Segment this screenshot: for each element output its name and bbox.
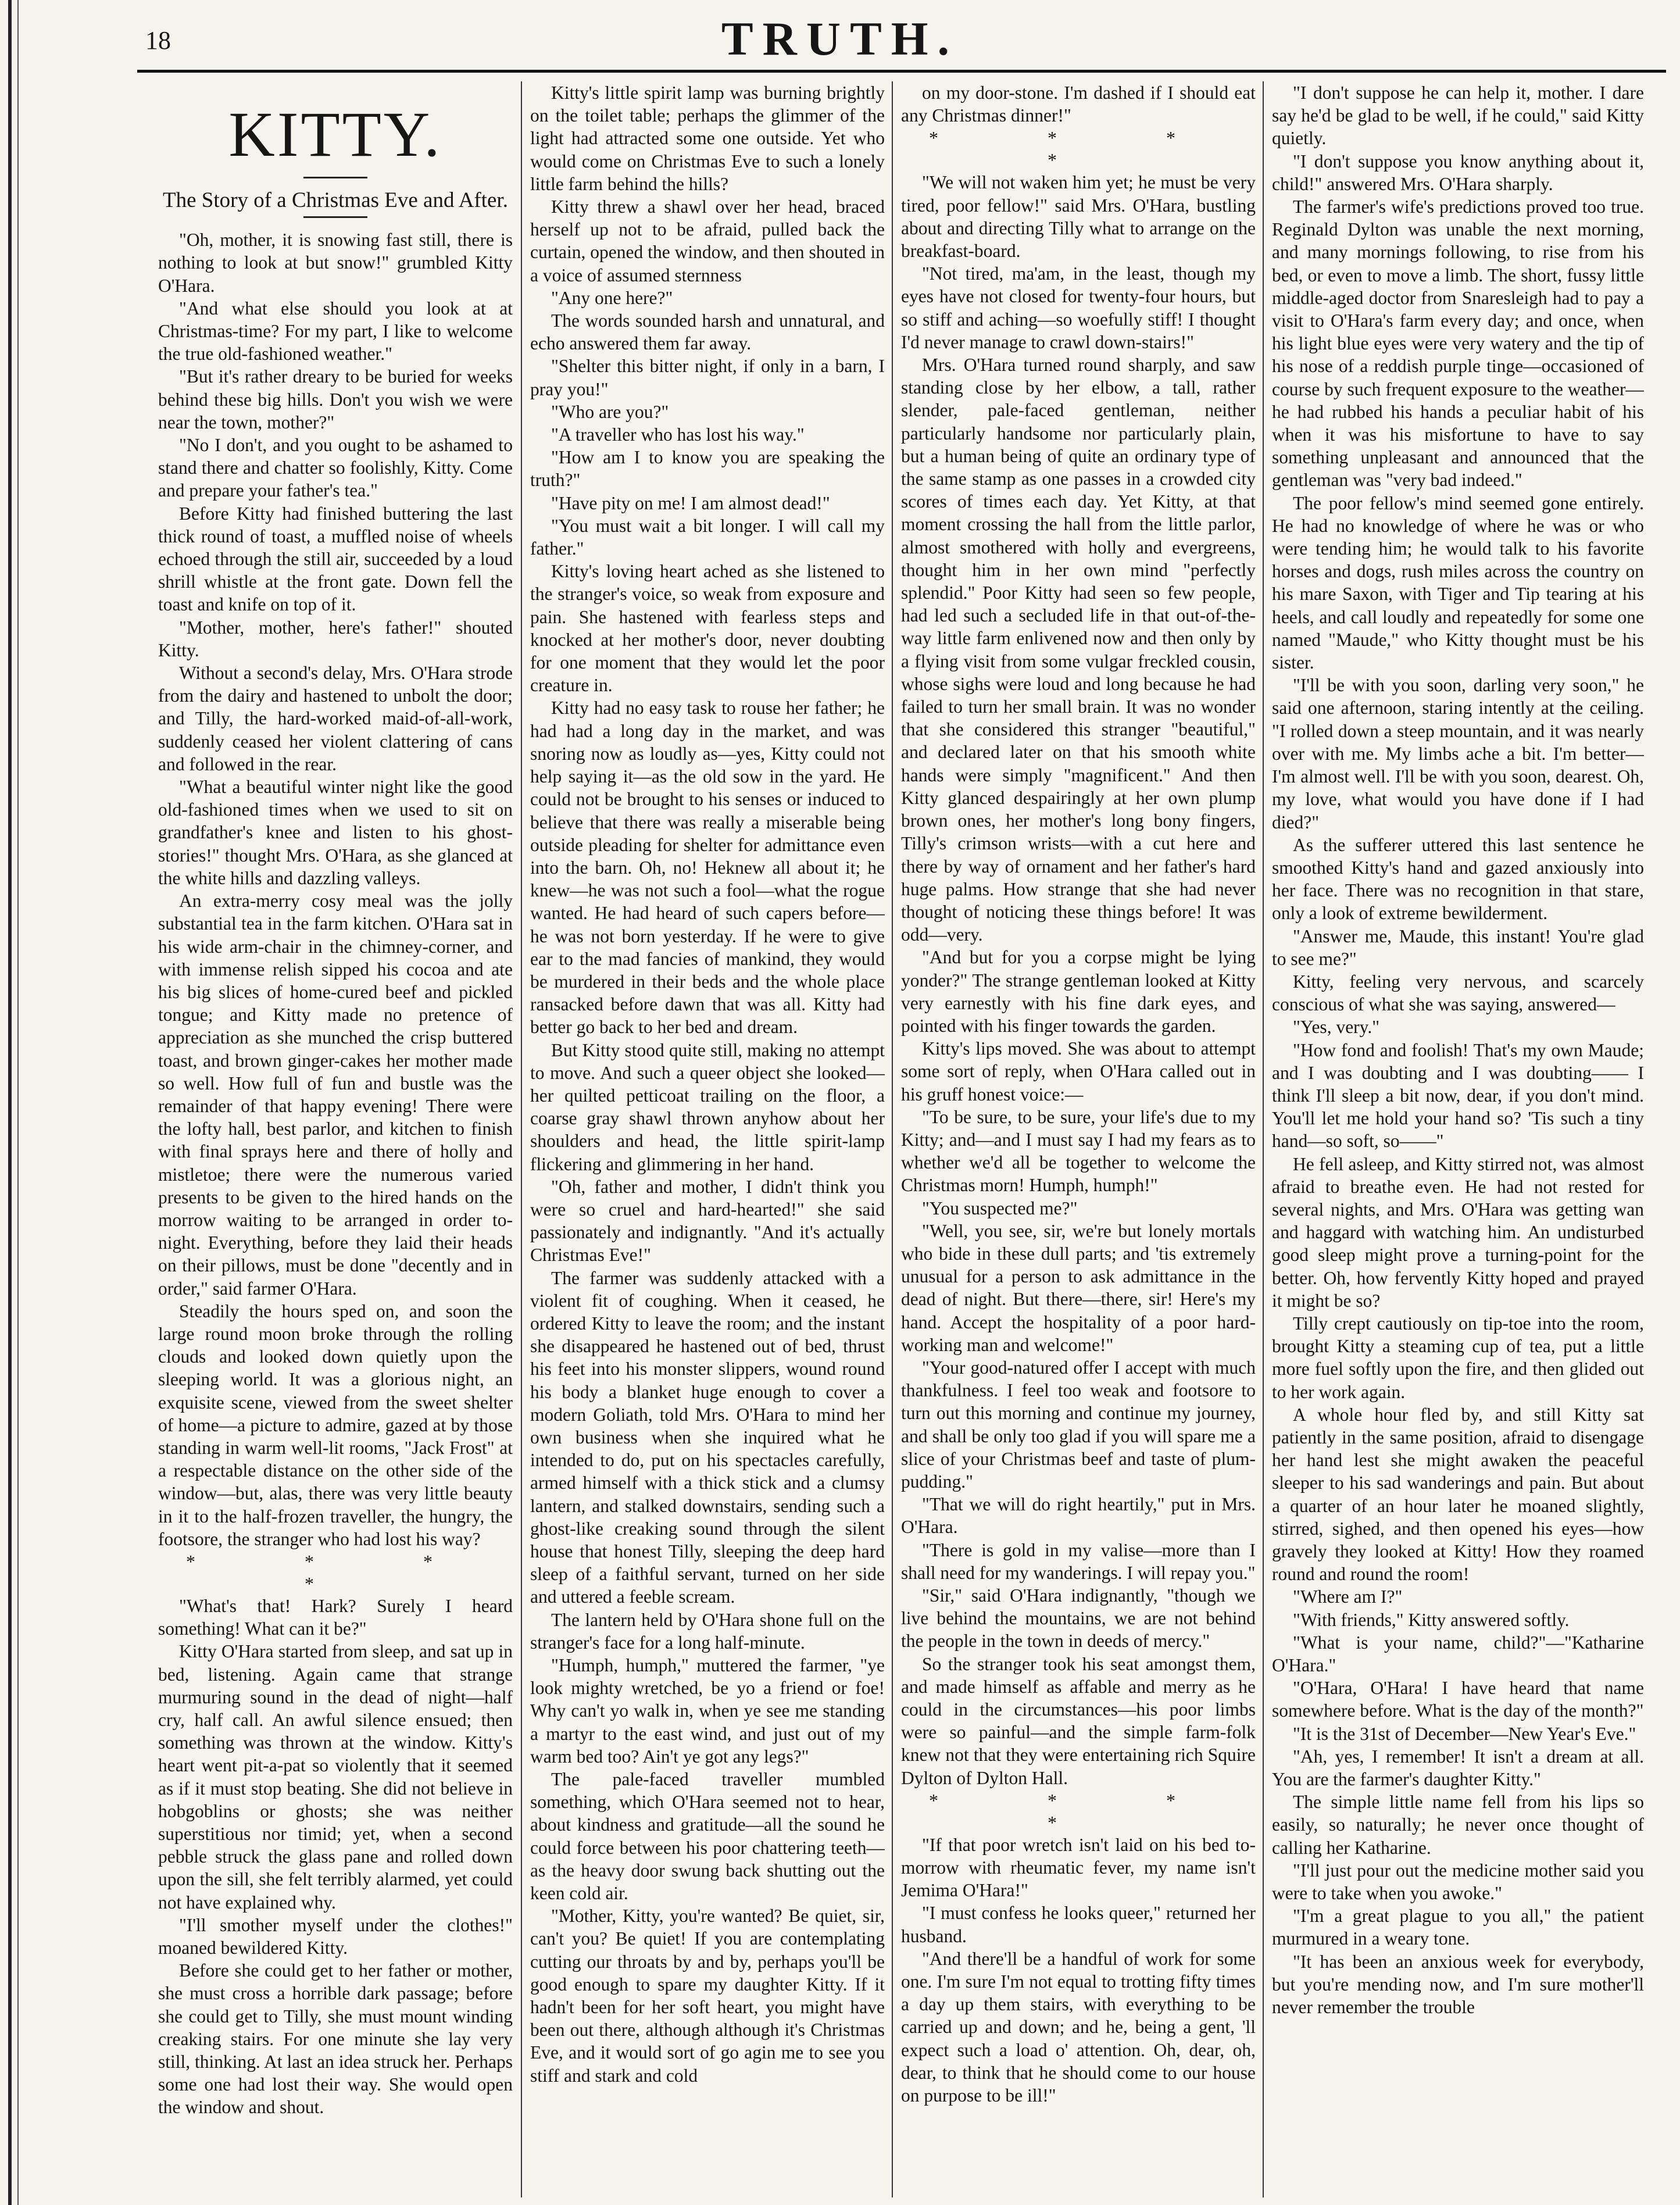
paragraph: "O'Hara, O'Hara! I have heard that name somewhere before. What is the day of the month?" xyxy=(1272,1678,1644,1721)
paragraph: Kitty had no easy task to rouse her father; he had had a long day in the market, and was snoring now as loudly as—yes, Kitty could not help saying it—as the old sow in the yard. He could not be brought to his senses or induced to believe that there was really a miserable being outside pleading for shelter for admittance even into the barn. Oh, no! Heknew all about it; he knew—he was not such a fool—what the rogue wanted. He had heard of such capers before—he was not born yesterday. If he were to give ear to the mad fancies of mankind, they would be murdered in their beds and the whole place ransacked before dawn that was all. Kitty had better go back to her bed and dream. xyxy=(530,698,885,1038)
paragraph: The farmer's wife's predictions proved too true. Reginald Dylton was unable the next morning, and many mornings following, to rise from his bed, or even to move a limb. The short, fussy little middle-aged doctor from Snaresleigh had to pay a visit to O'Hara's farm every day; and once, when his light blue eyes were very watery and the tip of his nose of a reddish purple tinge—occasioned of course by such frequent exposure to the weather—he had rubbed his hands a peculiar habit of his when it was his misfortune to have to say something unpleasant and announced that the gentleman was "very bad indeed." xyxy=(1272,196,1644,491)
paragraph: Kitty O'Hara started from sleep, and sat up in bed, listening. Again came that strange murmuring sound in the dead of night—half cry, half call. An awful silence ensued; then something was thrown at the window. Kitty's heart went pit-a-pat so violently that it seemed as if it must stop beating. She did not believe in hobgoblins or ghosts; she was neither superstitious nor timid; yet, when a second pebble struck the glass pane and rolled down upon the sill, she felt terribly alarmed, yet could not have explained why. xyxy=(158,1641,513,1913)
column-4 xyxy=(1272,81,1644,2197)
title-separator xyxy=(303,177,367,178)
paragraph: "That we will do right heartily," put in Mrs. O'Hara. xyxy=(901,1494,1256,1538)
paragraph: "With friends," Kitty answered softly. xyxy=(1293,1609,1570,1630)
paragraph: Kitty threw a shawl over her head, braced herself up not to be afraid, pulled back the curtain, opened the window, and then shouted in a voice of assumed sternness xyxy=(530,196,885,285)
paragraph: "I'll smother myself under the clothes!" moaned bewildered Kitty. xyxy=(158,1914,513,1959)
paragraph: "We will not waken him yet; he must be very tired, poor fellow!" said Mrs. O'Hara, bustling about and directing Tilly what to arrange on the breakfast-board. xyxy=(901,172,1256,262)
paragraph: "A traveller who has lost his way." xyxy=(551,424,805,445)
paragraph: "I don't suppose you know anything about it, child!" answered Mrs. O'Hara sharply. xyxy=(1272,151,1644,194)
paragraph: "Answer me, Maude, this instant! You're glad to see me?" xyxy=(1272,925,1644,969)
section-break: * * * * xyxy=(186,1550,485,1594)
paragraph: "Not tired, ma'am, in the least, though my eyes have not closed for twenty-four hours, but so stiff and aching—so woefully stiff! I thought I'd never manage to crawl down-stairs!" xyxy=(901,263,1256,352)
header-rule xyxy=(137,70,1666,73)
paragraph: Tilly crept cautiously on tip-toe into the room, brought Kitty a steaming cup of tea, put a little more fuel softly upon the fire, and then glided out to her work again. xyxy=(1272,1313,1644,1402)
article-title: KITTY. xyxy=(228,99,442,170)
paragraph: "You suspected me?" xyxy=(922,1198,1078,1218)
paragraph: "If that poor wretch isn't laid on his bed to-morrow with rheumatic fever, my name isn't Jemima O'Hara!" xyxy=(901,1834,1256,1901)
paragraph: "I'm a great plague to you all," the patient murmured in a weary tone. xyxy=(1272,1906,1644,1949)
paragraph: A whole hour fled by, and still Kitty sat patiently in the same position, afraid to disengage her hand lest she might awaken the peaceful sleeper to his sad wanderings and pain. But about a quarter of an hour later he moaned slightly, stirred, sighed, and then opened his eyes—how gravely they looked at Kitty! How they roamed round and round the room! xyxy=(1272,1404,1644,1585)
paragraph: "It has been an anxious week for everybody, but you're mending now, and I'm sure mother'll never remember the trouble xyxy=(1272,1951,1644,2018)
page-edge-rule-thin xyxy=(17,0,19,2205)
paragraph: "Mother, Kitty, you're wanted? Be quiet, sir, can't you? Be quiet! If you are contemplating cutting our throats by and by, perhaps you'll be good enough to spare my daughter Kitty. If it hadn't been for her soft heart, you might have been out there, although although it's Christmas Eve, and it would sort of go agin me to see you stiff and stark and cold xyxy=(530,1906,885,2086)
section-break: * * * * xyxy=(929,127,1228,171)
paragraph: "I don't suppose he can help it, mother. I dare say he'd be glad to be well, if he could," said Kitty quietly. xyxy=(1272,83,1644,149)
column-rule xyxy=(521,81,522,2197)
column-2 xyxy=(530,81,885,2197)
paragraph: "Well, you see, sir, we're but lonely mortals who bide in these dull parts; and 'tis extremely unusual for a person to ask admittance in the dead of night. But there—there, sir! Here's my hand. Accept the hospitality of a poor hard-working man and welcome!" xyxy=(901,1220,1256,1355)
paragraph: The lantern held by O'Hara shone full on the stranger's face for a long half-minute. xyxy=(530,1609,885,1653)
paragraph: So the stranger took his seat amongst them, and made himself as affable and merry as he could in the circumstances—his poor limbs were so painful—and the simple farm-folk knew not that they were entertaining rich Squire Dylton of Dylton Hall. xyxy=(901,1653,1256,1788)
paragraph: "Ah, yes, I remember! It isn't a dream at all. You are the farmer's daughter Kitty." xyxy=(1272,1746,1644,1790)
paragraph: Kitty, feeling very nervous, and scarcely conscious of what she was saying, answered— xyxy=(1272,971,1644,1015)
paragraph: Mrs. O'Hara turned round sharply, and saw standing close by her elbow, a tall, rather slender, pale-faced gentleman, neither particularly handsome nor particularly plain, but a human being of quite an ordinary type of the same stamp as one passes in a crowded city scores of times each day. Yet Kitty, at that moment crossing the hall from the little parlor, almost smothered with holly and evergreens, thought him in her own mind "perfectly splendid." Poor Kitty had seen so few people, had led such a secluded life in that out-of-the-way little farm enlivened now and then only by a flying visit from some vulgar freckled cousin, whose sighs were loud and long because he had failed to turn her small brain. It was no wonder that she considered this stranger "beautiful," and declared later on that his smooth white hands were simply "magnificent." And then Kitty glanced despairingly at her own plump brown ones, her mother's long bony fingers, Tilly's crimson wrists—with a cut here and there by way of ornament and her father's hard huge palms. How strange that she had never thought of noticing these things before! It was odd—very. xyxy=(901,355,1256,945)
paragraph: "Mother, mother, here's father!" shouted Kitty. xyxy=(158,617,513,660)
paragraph: "What a beautiful winter night like the good old-fashioned times when we used to sit on grandfather's knee and listen to his ghost-stories!" thought Mrs. O'Hara, as she glanced at the white hills and dazzling valleys. xyxy=(158,777,513,888)
paragraph: "What is your name, child?"—"Katharine O'Hara." xyxy=(1272,1632,1644,1676)
paragraph: "To be sure, to be sure, your life's due to my Kitty; and—and I must say I had my fears as to whether we'd all be together to welcome the Christmas morn! Humph, humph!" xyxy=(901,1106,1256,1196)
paragraph: The farmer was suddenly attacked with a violent fit of coughing. When it ceased, he ordered Kitty to leave the room; and the instant she disappeared he hastened out of bed, thrust his feet into his monster slippers, wound round his body a blanket huge enough to cover a modern Goliath, told Mrs. O'Hara to mind her own business when she inquired what he intended to do, put on his spectacles carefully, armed himself with a thick stick and a clumsy lantern, and stalked downstairs, sending such a ghost-like creaking sound through the silent house that honest Tilly, sleeping the deep hard sleep of a faithful servant, turned on her side and uttered a feeble scream. xyxy=(530,1267,885,1607)
paragraph: "How am I to know you are speaking the truth?" xyxy=(530,447,885,491)
paragraph: Before Kitty had finished buttering the last thick round of toast, a muffled noise of wheels echoed through the still air, succeeded by a loud shrill whistle at the front gate. Down fell the toast and knife on top of it. xyxy=(158,503,513,615)
page-number: 18 xyxy=(145,26,171,55)
paragraph: Before she could get to her father or mother, she must cross a horrible dark passage; before she could get to Tilly, she must mount winding creaking stairs. For one minute she lay very still, thinking. At last an idea struck her. Perhaps some one had lost their way. She would open the window and shout. xyxy=(158,1960,513,2118)
paragraph: "Oh, father and mother, I didn't think you were so cruel and hard-hearted!" she said passionately and indignantly. "And it's actually Christmas Eve!" xyxy=(530,1176,885,1266)
paragraph: on my door-stone. I'm dashed if I should eat any Christmas dinner!" xyxy=(901,83,1256,126)
subtitle-separator xyxy=(303,216,367,218)
paragraph: "But it's rather dreary to be buried for weeks behind these big hills. Don't you wish we were near the town, mother?" xyxy=(158,366,513,433)
masthead: TRUTH. xyxy=(721,12,959,65)
paragraph: But Kitty stood quite still, making no attempt to move. And such a queer object she looked—her quilted petticoat trailing on the floor, a coarse gray shawl thrown anyhow about her shoulders and head, the little spirit-lamp flickering and glimmering in her hand. xyxy=(530,1039,885,1174)
article-subtitle: The Story of a Christmas Eve and After. xyxy=(163,188,508,212)
paragraph: The words sounded harsh and unnatural, and echo answered them far away. xyxy=(530,310,885,354)
paragraph: Kitty's loving heart ached as she listened to the stranger's voice, so weak from exposure and pain. She hastened with fearless steps and knocked at her mother's door, never doubting for one moment that they would let the poor creature in. xyxy=(530,561,885,696)
paragraph: "No I don't, and you ought to be ashamed to stand there and chatter so foolishly, Kitty. Come and prepare your father's tea." xyxy=(158,435,513,501)
paragraph: "What's that! Hark? Surely I heard something! What can it be?" xyxy=(158,1595,513,1639)
column-1 xyxy=(158,81,513,2197)
paragraph: "And there'll be a handful of work for some one. I'm sure I'm not equal to trotting fifty times a day up them stairs, with everything to be carried up and down; and he, being a gent, 'll expect such a load o' attention. Oh, dear, oh, dear, to think that he should come to our house on purpose to be ill!" xyxy=(901,1948,1256,2106)
paragraph: An extra-merry cosy meal was the jolly substantial tea in the farm kitchen. O'Hara sat in his wide arm-chair in the chimney-corner, and with immense relish sipped his cocoa and ate his big slices of home-cured beef and pickled tongue; and Kitty made no pretence of appreciation as she munched the crisp buttered toast, and brown ginger-cakes her mother made so well. How full of fun and bustle was the remainder of that happy evening! There were the lofty hall, best parlor, and kitchen to finish with final sprays here and there of holly and mistletoe; there were the numerous varied presents to be given to the hired hands on the morrow waiting to be arranged in order to-night. Everything, before they laid their heads on their pillows, must be done "decently and in order," said farmer O'Hara. xyxy=(158,891,513,1299)
paragraph: "You must wait a bit longer. I will call my father." xyxy=(530,515,885,559)
paragraph: "Where am I?" xyxy=(1293,1586,1403,1607)
paragraph: The pale-faced traveller mumbled something, which O'Hara seemed not to hear, about kindness and gratitude—all the sound he could force between his poor chattering teeth—as the heavy door swung back shutting out the keen cold air. xyxy=(530,1769,885,1904)
paragraph: "And what else should you look at at Christmas-time? For my part, I like to welcome the true old-fashioned weather." xyxy=(158,298,513,364)
column-rule xyxy=(892,81,893,2197)
paragraph: "How fond and foolish! That's my own Maude; and I was doubting and I was doubting—— I think I'll sleep a bit now, dear, if you don't mind. You'll let me hold your hand so? 'Tis such a tiny hand—so soft, so——" xyxy=(1272,1039,1644,1152)
paragraph: "Sir," said O'Hara indignantly, "though we live behind the mountains, we are not behind the people in the town in deeds of mercy." xyxy=(901,1585,1256,1652)
paragraph: "I'll just pour out the medicine mother said you were to take when you awoke." xyxy=(1272,1860,1644,1904)
paragraph: "Humph, humph," muttered the farmer, "ye look mighty wretched, be yo a friend or foe! Why can't yo walk in, when ye see me standing a martyr to the east wind, and just out of my warm bed too? Ain't ye got any legs?" xyxy=(530,1655,885,1767)
paragraph: "It is the 31st of December—New Year's Eve." xyxy=(1293,1723,1636,1744)
paragraph: Without a second's delay, Mrs. O'Hara strode from the dairy and hastened to unbolt the door; and Tilly, the hard-worked maid-of-all-work, suddenly ceased her violent clattering of cans and followed in the rear. xyxy=(158,663,513,774)
paragraph: The simple little name fell from his lips so easily, so naturally; he never once thought of calling her Katharine. xyxy=(1272,1792,1644,1858)
paragraph: "Have pity on me! I am almost dead!" xyxy=(551,492,830,513)
paragraph: "Any one here?" xyxy=(551,287,673,308)
paragraph: "Oh, mother, it is snowing fast still, there is nothing to look at but snow!" grumbled Kitty O'Hara. xyxy=(158,230,513,296)
paragraph: "There is gold in my valise—more than I shall need for my wanderings. I will repay you." xyxy=(901,1539,1256,1583)
paragraph: "I must confess he looks queer," returned her husband. xyxy=(901,1903,1256,1946)
paragraph: Steadily the hours sped on, and soon the large round moon broke through the rolling clouds and looked down quietly upon the sleeping world. It was a glorious night, an exquisite scene, viewed from the sweet shelter of home—a picture to admire, gazed at by those standing in warm well-lit rooms, "Jack Frost" at a respectable distance on the other side of the window—but, alas, there was very little beauty in it to the half-frozen traveller, the hungry, the footsore, the stranger who had lost his way? xyxy=(158,1300,513,1549)
paragraph: Kitty's little spirit lamp was burning brightly on the toilet table; perhaps the glimmer of the light had attracted some one outside. Yet who would come on Christmas Eve to such a lonely little farm behind the hills? xyxy=(530,83,885,194)
column-rule xyxy=(1263,81,1264,2197)
section-break: * * * * xyxy=(929,1789,1228,1833)
paragraph: "And but for you a corpse might be lying yonder?" The strange gentleman looked at Kitty very earnestly with his fine dark eyes, and pointed with his finger towards the garden. xyxy=(901,947,1256,1036)
paragraph: "I'll be with you soon, darling very soon," he said one afternoon, staring intently at the ceiling. "I rolled down a steep mountain, and it was nearly over with me. My limbs ache a bit. I'm better—I'm almost well. I'll be with you soon, dearest. Oh, my love, what would you have done if I had died?" xyxy=(1272,675,1644,832)
paragraph: Kitty's lips moved. She was about to attempt some sort of reply, when O'Hara called out in his gruff honest voice:— xyxy=(901,1038,1256,1105)
paragraph: "Your good-natured offer I accept with much thankfulness. I feel too weak and footsore to turn out this morning and continue my journey, and shall be only too glad if you will spare me a slice of your Christmas beef and taste of plum-pudding." xyxy=(901,1357,1256,1492)
paragraph: "Yes, very." xyxy=(1293,1017,1380,1038)
page-edge-rule xyxy=(8,0,12,2205)
column-3 xyxy=(901,81,1256,2197)
paragraph: As the sufferer uttered this last sentence he smoothed Kitty's hand and gazed anxiously into her face. There was no recognition in that stare, only a look of extreme bewilderment. xyxy=(1272,834,1644,924)
paragraph: He fell asleep, and Kitty stirred not, was almost afraid to breathe even. He had not rested for several nights, and Mrs. O'Hara was getting wan and haggard with watching him. An undisturbed good sleep might prove a turning-point for the better. Oh, how fervently Kitty hoped and prayed it might be so? xyxy=(1272,1153,1644,1311)
paragraph: "Who are you?" xyxy=(551,401,669,422)
paragraph: "Shelter this bitter night, if only in a barn, I pray you!" xyxy=(530,356,885,399)
paragraph: The poor fellow's mind seemed gone entirely. He had no knowledge of where he was or who were tending him; he would talk to his favorite horses and dogs, rush miles across the country on his mare Saxon, with Tiger and Tip tearing at his heels, and call loudly and repeatedly for some one named "Maude," who Kitty thought must be his sister. xyxy=(1272,492,1644,673)
